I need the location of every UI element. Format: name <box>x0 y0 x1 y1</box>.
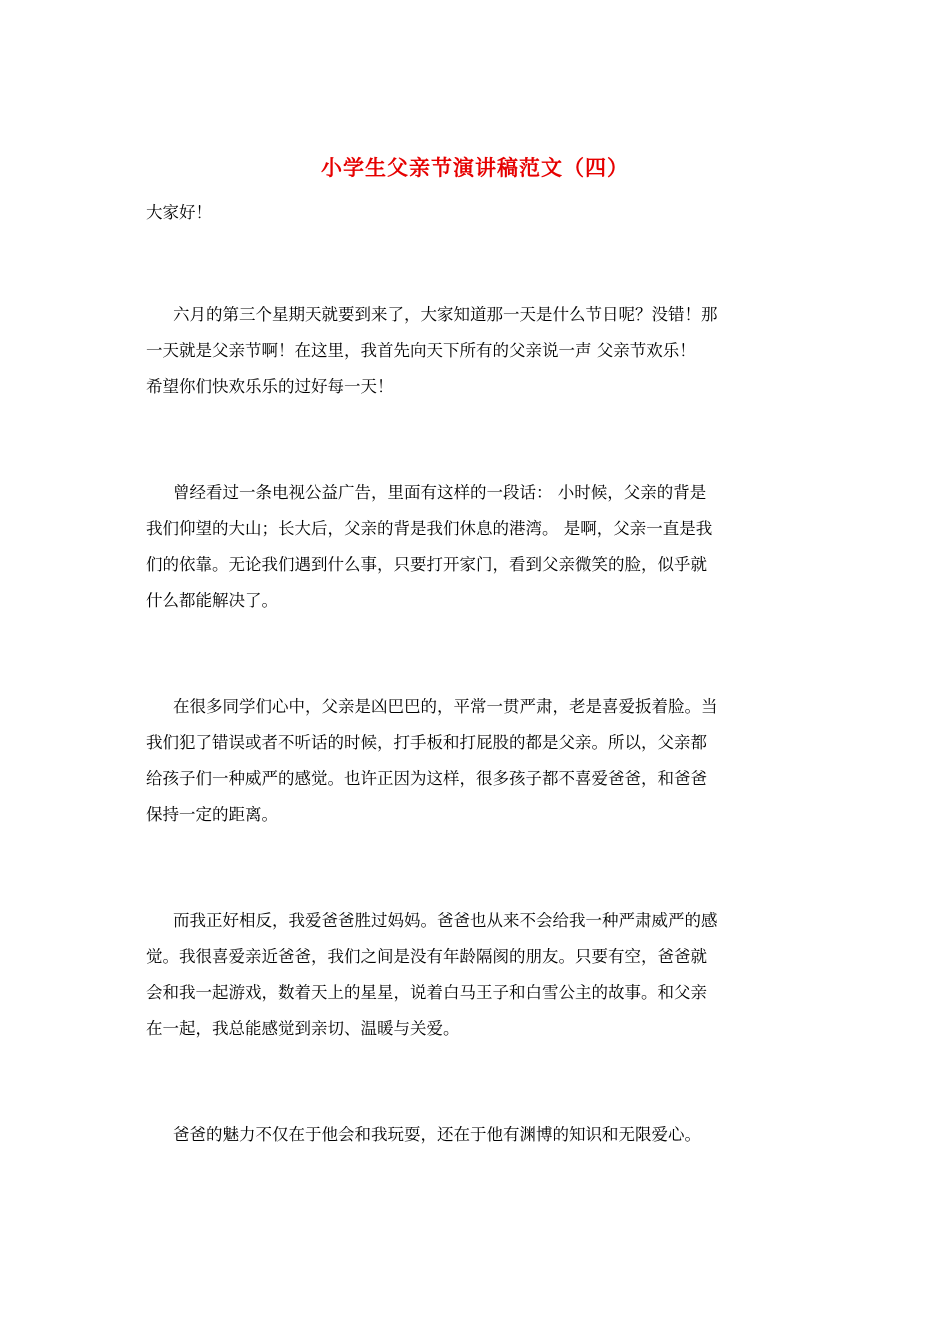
paragraph-line: 我们犯了错误或者不听话的时候，打手板和打屁股的都是父亲。所以，父亲都 <box>146 733 707 752</box>
paragraph-line: 们的依靠。无论我们遇到什么事，只要打开家门，看到父亲微笑的脸，似乎就 <box>146 555 707 574</box>
paragraph-line: 爸爸的魅力不仅在于他会和我玩耍，还在于他有渊博的知识和无限爱心。 <box>173 1125 701 1144</box>
paragraph-line: 我们仰望的大山；长大后，父亲的背是我们休息的港湾。 是啊，父亲一直是我 <box>146 519 713 538</box>
paragraph-line: 曾经看过一条电视公益广告，里面有这样的一段话： 小时候，父亲的背是 <box>173 483 707 502</box>
paragraph-line: 在一起，我总能感觉到亲切、温暖与关爱。 <box>146 1019 460 1038</box>
paragraph-line: 给孩子们一种威严的感觉。也许正因为这样，很多孩子都不喜爱爸爸，和爸爸 <box>146 769 707 788</box>
document-title: 小学生父亲节演讲稿范文（四） <box>321 155 629 180</box>
paragraph-line: 在很多同学们心中，父亲是凶巴巴的，平常一贯严肃，老是喜爱扳着脸。当 <box>173 697 718 716</box>
paragraph-line: 一天就是父亲节啊！在这里，我首先向天下所有的父亲说一声 父亲节欢乐！ <box>146 341 696 360</box>
greeting-text: 大家好！ <box>146 203 212 222</box>
paragraph-line: 希望你们快欢乐乐的过好每一天！ <box>146 377 394 396</box>
paragraph-line: 觉。我很喜爱亲近爸爸，我们之间是没有年龄隔阂的朋友。只要有空，爸爸就 <box>146 947 707 966</box>
paragraph-line: 什么都能解决了。 <box>146 591 278 610</box>
paragraph-2 <box>146 475 806 619</box>
paragraph-line: 会和我一起游戏，数着天上的星星，说着白马王子和白雪公主的故事。和父亲 <box>146 983 707 1002</box>
paragraph-line: 六月的第三个星期天就要到来了，大家知道那一天是什么节日呢？没错！那 <box>173 305 718 324</box>
paragraph-4 <box>146 903 806 1047</box>
paragraph-line: 保持一定的距离。 <box>146 805 278 824</box>
paragraph-line: 而我正好相反，我爱爸爸胜过妈妈。爸爸也从来不会给我一种严肃威严的感 <box>173 911 718 930</box>
paragraph-3 <box>146 689 806 833</box>
paragraph-5 <box>146 1117 806 1153</box>
paragraph-1 <box>146 297 806 405</box>
